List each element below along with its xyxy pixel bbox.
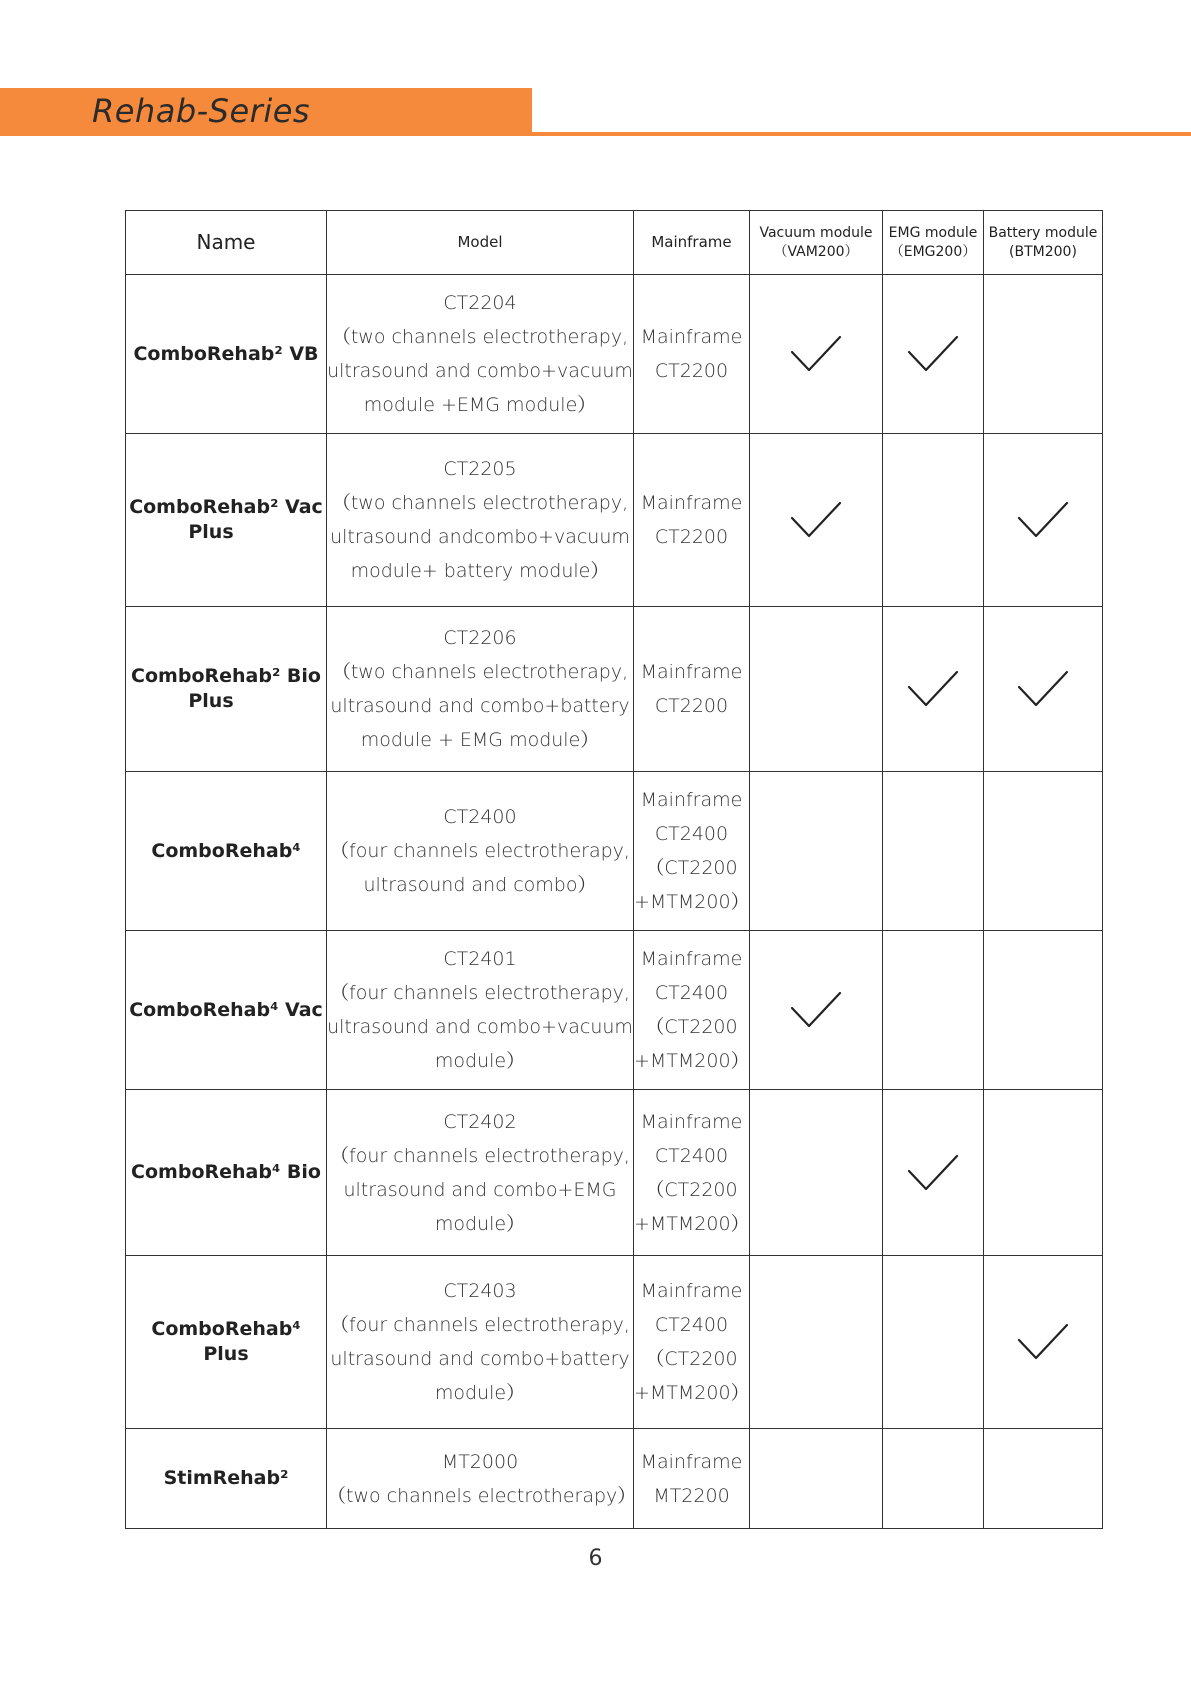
model-line: ultrasound and combo+vacuum xyxy=(327,360,633,382)
model-line: MT2000 xyxy=(441,1450,519,1473)
header-battery xyxy=(984,211,1103,275)
product-name-line: ComboRehab² Vac xyxy=(129,496,323,518)
battery-cell xyxy=(984,434,1103,607)
vacuum-cell xyxy=(750,931,883,1090)
product-name-line: StimRehab² xyxy=(163,1467,289,1489)
mainframe-line: Mainframe xyxy=(640,1110,743,1133)
table-row xyxy=(126,1090,1103,1256)
emg-cell xyxy=(883,275,984,434)
mainframe-line: （CT2200 xyxy=(645,1178,738,1201)
product-name xyxy=(126,772,327,931)
table-row xyxy=(126,434,1103,607)
mainframe-line: +MTM200） xyxy=(634,1050,750,1072)
model-line: （four channels electrotherapy, xyxy=(330,1314,630,1336)
vacuum-cell xyxy=(750,1256,883,1429)
header-emg-l1: EMG module xyxy=(888,224,978,241)
product-name xyxy=(126,607,327,772)
model-line: ultrasound and combo+vacuum xyxy=(327,1016,633,1038)
mainframe-cell xyxy=(634,434,750,607)
emg-cell xyxy=(883,1256,984,1429)
table-row xyxy=(126,1256,1103,1429)
product-name xyxy=(126,931,327,1090)
emg-cell xyxy=(883,1090,984,1256)
check-icon xyxy=(906,334,960,374)
header-emg-l2: （EMG200） xyxy=(889,243,977,260)
model-line: module） xyxy=(434,1050,526,1072)
battery-cell xyxy=(984,1429,1103,1529)
product-table xyxy=(125,210,1103,1529)
emg-cell xyxy=(883,931,984,1090)
check-icon xyxy=(789,334,843,374)
model-line: module +EMG module） xyxy=(363,394,597,416)
emg-cell xyxy=(883,772,984,931)
mainframe-line: CT2400 xyxy=(654,823,729,845)
vacuum-cell xyxy=(750,434,883,607)
mainframe-cell xyxy=(634,772,750,931)
mainframe-line: MT2200 xyxy=(653,1484,730,1507)
mainframe-cell xyxy=(634,1256,750,1429)
mainframe-line: CT2400 xyxy=(654,982,729,1004)
header-vacuum xyxy=(750,211,883,275)
product-name xyxy=(126,1256,327,1429)
table-row xyxy=(126,275,1103,434)
mainframe-line: （CT2200 xyxy=(645,1016,738,1038)
mainframe-line: +MTM200） xyxy=(634,891,750,913)
model-line: ultrasound and combo+battery xyxy=(330,695,630,717)
model-line: ultrasound and combo+EMG xyxy=(343,1178,617,1201)
battery-cell xyxy=(984,1090,1103,1256)
vacuum-cell xyxy=(750,1429,883,1529)
model-line: CT2403 xyxy=(443,1280,517,1302)
model-cell xyxy=(327,931,634,1090)
model-cell xyxy=(327,275,634,434)
model-line: CT2205 xyxy=(443,458,517,480)
mainframe-line: Mainframe xyxy=(640,1450,743,1473)
mainframe-line: Mainframe xyxy=(640,1280,743,1302)
battery-cell xyxy=(984,772,1103,931)
product-name-line: ComboRehab² Bio xyxy=(131,665,321,687)
product-name xyxy=(126,434,327,607)
page-number: 6 xyxy=(588,1546,603,1571)
header-vacuum-l1: Vacuum module xyxy=(759,224,873,241)
product-name xyxy=(126,1090,327,1256)
model-cell xyxy=(327,1090,634,1256)
product-name-line: ComboRehab² VB xyxy=(133,342,319,365)
mainframe-cell xyxy=(634,931,750,1090)
mainframe-line: Mainframe xyxy=(640,326,743,348)
product-name xyxy=(126,1429,327,1529)
header-battery-l1: Battery module xyxy=(988,224,1098,241)
mainframe-line: CT2400 xyxy=(654,1144,729,1167)
table-row xyxy=(126,607,1103,772)
model-line: module） xyxy=(434,1212,526,1235)
model-line: （two channels electrotherapy, xyxy=(331,492,629,514)
product-name-line: ComboRehab⁴ Plus xyxy=(151,1318,301,1365)
mainframe-line: Mainframe xyxy=(640,492,743,514)
table-row xyxy=(126,1429,1103,1529)
model-line: module + EMG module） xyxy=(360,729,600,751)
mainframe-cell xyxy=(634,275,750,434)
model-cell xyxy=(327,1429,637,1529)
emg-cell xyxy=(883,607,984,772)
page-title: Rehab-Series xyxy=(92,92,311,130)
emg-cell xyxy=(883,434,984,607)
mainframe-cell xyxy=(634,607,750,772)
model-cell xyxy=(327,434,634,607)
vacuum-cell xyxy=(750,275,883,434)
check-icon xyxy=(1016,669,1070,709)
model-line: CT2401 xyxy=(443,948,517,970)
check-icon xyxy=(789,500,843,540)
mainframe-line: CT2200 xyxy=(654,526,729,548)
model-line: CT2402 xyxy=(443,1110,517,1133)
header-rule xyxy=(532,132,1191,136)
model-line: （four channels electrotherapy, xyxy=(330,1144,630,1167)
mainframe-line: CT2400 xyxy=(654,1314,729,1336)
check-icon xyxy=(906,669,960,709)
product-name-line2: Plus xyxy=(188,521,234,543)
battery-cell xyxy=(984,275,1103,434)
model-line: （four channels electrotherapy, xyxy=(330,840,630,862)
model-line: （two channels electrotherapy, xyxy=(331,661,629,683)
check-icon xyxy=(789,990,843,1030)
model-cell xyxy=(327,607,634,772)
model-line: ultrasound and combo） xyxy=(363,874,597,896)
header-emg xyxy=(883,211,984,275)
table-row xyxy=(126,772,1103,931)
vacuum-cell xyxy=(750,607,883,772)
check-icon xyxy=(1016,500,1070,540)
header-vacuum-l2: （VAM200） xyxy=(773,243,859,260)
mainframe-line: Mainframe xyxy=(640,661,743,683)
mainframe-line: CT2200 xyxy=(654,695,729,717)
mainframe-line: Mainframe xyxy=(640,948,743,970)
mainframe-line: （CT2200 xyxy=(645,1348,738,1370)
mainframe-cell xyxy=(634,1429,750,1529)
table-row xyxy=(126,931,1103,1090)
model-cell xyxy=(327,1256,634,1429)
product-name-line: ComboRehab⁴ xyxy=(151,839,301,862)
header-battery-l2: (BTM200) xyxy=(1009,243,1077,260)
model-line: （two channels electrotherapy, xyxy=(331,326,629,348)
model-cell xyxy=(327,772,634,931)
battery-cell xyxy=(984,607,1103,772)
model-line: ultrasound andcombo+vacuum xyxy=(330,526,630,548)
vacuum-cell xyxy=(750,772,883,931)
header-name: Name xyxy=(126,211,327,275)
model-line: ultrasound and combo+battery xyxy=(330,1348,630,1370)
emg-cell xyxy=(883,1429,984,1529)
mainframe-line: +MTM200） xyxy=(634,1212,750,1235)
vacuum-cell xyxy=(750,1090,883,1256)
product-name-line: ComboRehab⁴ Vac xyxy=(129,998,323,1021)
product-name-line: ComboRehab⁴ Bio xyxy=(131,1161,321,1183)
header-mainframe: Mainframe xyxy=(634,211,750,275)
battery-cell xyxy=(984,931,1103,1090)
model-line: （four channels electrotherapy, xyxy=(330,982,630,1004)
model-line: CT2206 xyxy=(443,627,517,649)
mainframe-cell xyxy=(634,1090,750,1256)
mainframe-line: CT2200 xyxy=(654,360,729,382)
model-line: CT2204 xyxy=(443,292,517,314)
check-icon xyxy=(906,1153,960,1193)
mainframe-line: Mainframe xyxy=(640,789,743,811)
mainframe-line: +MTM200） xyxy=(634,1382,750,1404)
battery-cell xyxy=(984,1256,1103,1429)
table-header-row xyxy=(126,211,1103,275)
model-line: module+ battery module） xyxy=(350,560,610,582)
model-line: （two channels electrotherapy） xyxy=(327,1484,637,1507)
model-line: CT2400 xyxy=(443,806,517,828)
check-icon xyxy=(1016,1322,1070,1362)
header-model: Model xyxy=(327,211,634,275)
mainframe-line: （CT2200 xyxy=(645,857,738,879)
product-name xyxy=(126,275,327,434)
model-line: module） xyxy=(434,1382,526,1404)
product-name-line2: Plus xyxy=(188,690,234,712)
